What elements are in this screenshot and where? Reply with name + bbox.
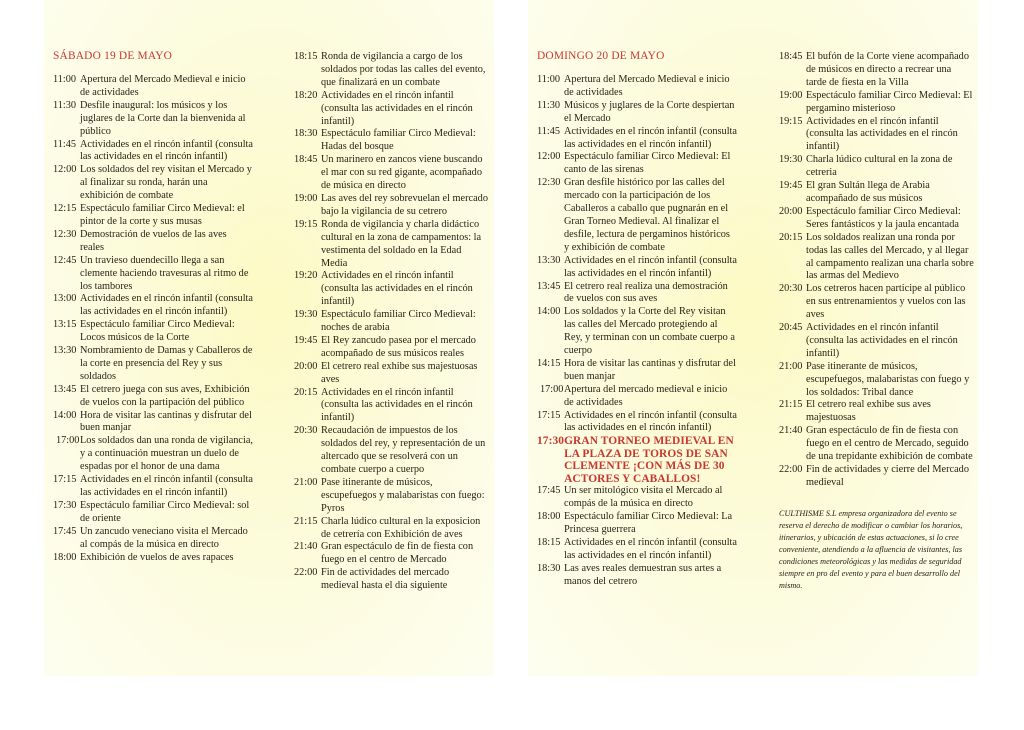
event-row (537, 358, 737, 384)
event-time: 19:15 (294, 218, 318, 230)
event-description: Hora de visitar las cantinas y disfrutar del buen manjar (564, 357, 736, 382)
event-time: 19:20 (294, 270, 318, 282)
event-row (779, 322, 974, 361)
event-description: Actividades en el rincón infantil (consulta las actividades en el rincón infantil) (806, 322, 958, 359)
event-description: GRAN TORNEO MEDIEVAL EN LA PLAZA DE TOROS DE SAN CLEMENTE ¡CON MÁS DE 30 ACTORES Y CABALLOS! (564, 435, 734, 485)
saturday-title: SÁBADO 19 DE MAYO (53, 50, 173, 62)
event-row (294, 90, 489, 129)
event-time: 12:15 (53, 203, 77, 215)
event-time: 19:00 (294, 192, 318, 204)
event-row (779, 464, 974, 490)
event-row (53, 526, 253, 552)
event-row (779, 425, 974, 464)
event-description: Ronda de vigilancia y charla didáctico cultural en la zona de campamentos: la vestimenta del soldado en la Edad Media (321, 218, 482, 269)
event-row (537, 126, 737, 152)
event-row (779, 116, 974, 155)
event-row (294, 541, 489, 567)
event-row (294, 51, 489, 90)
event-row (779, 206, 974, 232)
saturday-column-2 (294, 51, 489, 593)
event-time: 14:00 (53, 409, 77, 421)
event-row (53, 255, 253, 294)
event-description: Espectáculo familiar Circo Medieval: El pergamino misterioso (806, 89, 973, 114)
event-time: 19:15 (779, 115, 803, 127)
event-description: Espectáculo familiar Circo Medieval: noches de arabia (321, 309, 476, 334)
event-description: Gran espectáculo de fin de fiesta con fuego en el centro de Mercado (321, 541, 474, 566)
event-time: 13:45 (53, 383, 77, 395)
event-time: 17:15 (53, 474, 77, 486)
event-time: 12:00 (53, 164, 77, 176)
event-row (294, 270, 489, 309)
sunday-column-2 (779, 51, 974, 592)
event-row (779, 180, 974, 206)
event-row (53, 293, 253, 319)
event-row (53, 345, 253, 384)
event-row (294, 219, 489, 271)
event-description: El cetrero real exhibe sus aves majestuosas (806, 399, 931, 424)
event-row (537, 563, 737, 589)
event-time: 21:40 (779, 425, 803, 437)
event-row (537, 281, 737, 307)
saturday-events-list (53, 74, 253, 564)
event-description: Músicos y juglares de la Corte despiertan el Mercado (564, 99, 735, 124)
event-time: 13:45 (537, 280, 561, 292)
event-description: Hora de visitar las cantinas y disfrutar del buen manjar (80, 409, 252, 434)
event-row (537, 485, 737, 511)
event-time: 17:00 (540, 383, 564, 395)
event-row (53, 100, 253, 139)
event-time: 20:00 (779, 205, 803, 217)
event-description: Actividades en el rincón infantil (consulta las actividades en el rincón infantil) (80, 293, 253, 318)
event-time: 22:00 (779, 464, 803, 475)
event-row (53, 384, 253, 410)
event-time: 14:15 (537, 357, 561, 369)
event-time: 11:00 (53, 74, 77, 85)
event-description: Espectáculo familiar Circo Medieval: Hadas del bosque (321, 128, 476, 153)
event-description: El cetrero real exhibe sus majestuosas aves (321, 360, 478, 385)
event-time: 11:00 (537, 74, 561, 85)
event-row (537, 151, 737, 177)
event-row (537, 100, 737, 126)
event-time: 20:00 (294, 360, 318, 372)
event-description: Apertura del mercado medieval e inicio de actividades (564, 383, 728, 408)
event-time: 14:00 (537, 306, 561, 318)
event-time: 20:45 (779, 322, 803, 334)
event-description: Desfile inaugural: los músicos y los juglares de la Corte dan la bienvenida al público (80, 99, 246, 137)
event-row (53, 500, 253, 526)
event-row (294, 387, 489, 426)
event-description: Gran espectáculo de fin de fiesta con fuego en el centro de Mercado, seguido de una trepidante exhibición de combate (806, 425, 973, 463)
event-description: Apertura del Mercado Medieval e inicio de actividades (80, 74, 246, 98)
event-time: 20:15 (294, 386, 318, 398)
event-description: Los soldados y la Corte del Rey visitan las calles del Mercado protegiendo al Rey, y terminan con un combate cuerpo a cuerpo (564, 306, 735, 357)
event-description: Espectáculo familiar Circo Medieval: el pintor de la corte y sus musas (80, 203, 245, 227)
event-time: 11:30 (537, 99, 561, 111)
event-time: 12:30 (537, 177, 561, 189)
event-description: Espectáculo familiar Circo Medieval: sol de oriente (80, 499, 250, 524)
event-row (294, 361, 489, 387)
event-time: 19:45 (294, 334, 318, 346)
event-time: 19:30 (294, 309, 318, 321)
event-time: 18:30 (537, 562, 561, 574)
event-description: El cetrero real realiza una demostración de vuelos con sus aves (564, 280, 728, 305)
event-description: Actividades en el rincón infantil (consulta las actividades en el rincón infantil) (564, 537, 737, 561)
event-row (294, 154, 489, 193)
event-description: Un zancudo veneciano visita el Mercado al compás de la música en directo (80, 525, 248, 550)
event-row (294, 477, 489, 516)
event-description: Pase itinerante de músicos, escupefuegos, malabaristas con fuego y los soldados: Tribal dance (806, 360, 970, 398)
sunday-title: DOMINGO 20 DE MAYO (537, 50, 665, 62)
event-description: El Rey zancudo pasea por el mercado acompañado de sus músicos reales (321, 334, 476, 359)
event-row (779, 154, 974, 180)
event-row (779, 232, 974, 284)
event-time: 19:45 (779, 180, 803, 192)
event-time: 11:30 (53, 99, 77, 111)
event-row (53, 203, 253, 229)
event-time: 18:30 (294, 128, 318, 140)
event-time: 19:30 (779, 154, 803, 166)
event-description: Los cetreros hacen participe al público en sus entrenamientos y vuelos con las aves (806, 283, 966, 321)
event-time: 20:30 (294, 425, 318, 437)
event-row (294, 309, 489, 335)
event-description: Gran desfile histórico por las calles del mercado con la participación de los Caballeros a caballo que pugnarán en el Gran Torneo Medieval. Al finalizar el desfile, lectura de pergaminos históricos y exhibición de combate (564, 177, 730, 253)
event-time: 18:45 (779, 51, 803, 62)
event-time: 18:00 (53, 551, 77, 563)
event-time: 17:45 (537, 485, 561, 497)
event-time: 18:45 (294, 154, 318, 166)
event-row (537, 537, 737, 563)
event-time: 21:40 (294, 541, 318, 553)
event-description: Actividades en el rincón infantil (consulta las actividades en el rincón infantil) (564, 125, 737, 150)
event-time: 17:00 (56, 435, 80, 447)
event-time: 17:30 (537, 435, 565, 448)
event-description: Las aves del rey sobrevuelan el mercado bajo la vigilancia de su cetrero (321, 192, 488, 217)
event-time: 13:15 (53, 319, 77, 331)
event-time: 20:15 (779, 231, 803, 243)
event-time: 21:15 (779, 399, 803, 411)
event-row (53, 229, 253, 255)
event-time: 12:45 (53, 254, 77, 266)
event-row (779, 399, 974, 425)
event-time: 18:15 (294, 51, 318, 62)
event-description: El bufón de la Corte viene acompañado de músicos en directo a recrear una tarde de fiesta en la Villa (806, 51, 969, 88)
event-row (779, 283, 974, 322)
event-description: Actividades en el rincón infantil (consulta las actividades en el rincón infantil) (564, 254, 737, 279)
sunday-page (528, 0, 978, 676)
event-row (53, 319, 253, 345)
event-time: 21:00 (779, 360, 803, 372)
event-description: Espectáculo familiar Circo Medieval: El canto de las sirenas (564, 151, 731, 176)
event-description: Un ser mitológico visita el Mercado al compás de la música en directo (564, 485, 723, 510)
event-description: Actividades en el rincón infantil (consulta las actividades en el rincón infantil) (564, 409, 737, 434)
event-row (294, 193, 489, 219)
saturday-events-list-2 (294, 51, 489, 593)
event-time: 18:15 (537, 537, 561, 548)
event-row (53, 410, 253, 436)
event-row (294, 128, 489, 154)
event-time: 13:00 (53, 293, 77, 305)
event-row (537, 74, 737, 100)
event-row (294, 425, 489, 477)
event-description: Los soldados dan una ronda de vigilancia, y a continuación muestran un duelo de espadas por el honor de una dama (80, 435, 254, 473)
event-row (537, 384, 737, 410)
event-description: Espectáculo familiar Circo Medieval: Seres fantásticos y la jaula encantada (806, 205, 961, 230)
event-description: Actividades en el rincón infantil (consulta las actividades en el rincón infantil) (80, 474, 253, 498)
event-description: Apertura del Mercado Medieval e inicio de actividades (564, 74, 730, 98)
event-row (53, 474, 253, 500)
saturday-page (44, 0, 494, 676)
event-time: 13:30 (53, 345, 77, 357)
event-description: Exhibición de vuelos de aves rapaces (80, 551, 234, 563)
event-time: 18:20 (294, 89, 318, 101)
event-time: 19:00 (779, 89, 803, 101)
sunday-events-list (537, 74, 737, 589)
event-description: Espectáculo familiar Circo Medieval: Locos músicos de la Corte (80, 319, 235, 344)
event-description: Charla lúdico cultural en la zona de cetreria (806, 154, 953, 179)
event-row (537, 410, 737, 436)
event-row-highlight (537, 435, 737, 485)
event-row (779, 90, 974, 116)
event-time: 17:45 (53, 525, 77, 537)
event-description: Fin de actividades del mercado medieval hasta el dia siguiente (321, 567, 450, 592)
event-time: 13:30 (537, 254, 561, 266)
event-description: Charla lúdico cultural en la exposicion de cetrería con Exhibición de aves (321, 515, 481, 540)
event-row (779, 51, 974, 90)
event-row (537, 255, 737, 281)
event-description: Recaudación de impuestos de los soldados del rey, y representación de un altercado que se resolverá con un combate cuerpo a cuerpo (321, 425, 486, 475)
event-row (294, 335, 489, 361)
event-description: El gran Sultán llega de Arabia acompañado de sus músicos (806, 180, 930, 204)
sunday-events-list-2 (779, 51, 974, 490)
event-description: Un marinero en zancos viene buscando el mar con su red gigante, acompañado de música en directo (321, 154, 483, 192)
event-time: 11:45 (537, 125, 561, 137)
saturday-column-1 (53, 48, 253, 564)
event-description: Actividades en el rincón infantil (consulta las actividades en el rincón infantil) (80, 138, 253, 163)
event-time: 18:00 (537, 511, 561, 523)
event-row (294, 567, 489, 593)
event-description: Espectáculo familiar Circo Medieval: La Princesa guerrera (564, 511, 733, 536)
event-time: 17:30 (53, 499, 77, 511)
event-description: Nombramiento de Damas y Caballeros de la corte en presencia del Rey y sus soldados (80, 345, 253, 382)
event-row (53, 139, 253, 165)
event-description: Actividades en el rincón infantil (consulta las actividades en el rincón infantil) (321, 89, 473, 127)
event-description: Actividades en el rincón infantil (consulta las actividades en el rincón infantil) (321, 270, 473, 308)
event-description: Pase itinerante de músicos, escupefuegos y malabaristas con fuego: Pyros (321, 476, 485, 514)
event-time: 17:15 (537, 409, 561, 421)
event-description: Fin de actividades y cierre del Mercado medieval (806, 464, 969, 488)
event-row (53, 74, 253, 100)
event-description: Un travieso duendecillo llega a san clemente haciendo travesuras al ritmo de los tambores (80, 254, 249, 292)
sunday-column-1 (537, 48, 737, 589)
event-description: Actividades en el rincón infantil (consulta las actividades en el rincón infantil) (321, 386, 473, 424)
event-description: El cetrero juega con sus aves, Exhibición de vuelos con la partipación del público (80, 383, 250, 408)
event-description: Actividades en el rincón infantil (consulta las actividades en el rincón infantil) (806, 115, 958, 153)
event-time: 12:30 (53, 228, 77, 240)
disclaimer-note: CULTHISME S.L empresa organizadora del evento se reserva el derecho de modificar o cambiar los horarios, itinerarios, y ubicación de estas actuaciones, si lo cree conveniente, atendiendo a la afluencia de visitantes, las condiciones meteorológicas y las medidas de seguridad siempre en pro del evento y para el buen desarrollo del mismo. (779, 508, 963, 591)
event-description: Las aves reales demuestran sus artes a manos del cetrero (564, 562, 722, 587)
event-time: 21:15 (294, 515, 318, 527)
event-row (53, 552, 253, 565)
event-row (537, 511, 737, 537)
event-time: 20:30 (779, 283, 803, 295)
event-row (53, 435, 253, 474)
event-description: Los soldados realizan una ronda por todas las calles del Mercado, y al llegar al campamento realizan una charla sobre las armas del Medievo (806, 231, 974, 282)
event-row (537, 177, 737, 254)
event-row (53, 164, 253, 203)
event-time: 21:00 (294, 476, 318, 488)
event-row (779, 361, 974, 400)
event-description: Los soldados del rey visitan el Mercado y al finalizar su ronda, harán una exhibición de combate (80, 164, 252, 202)
event-time: 11:45 (53, 138, 77, 150)
event-time: 12:00 (537, 151, 561, 163)
event-row (294, 516, 489, 542)
event-description: Ronda de vigilancia a cargo de los soldados por todas las calles del evento, que finalizará en un combate (321, 51, 486, 88)
event-time: 22:00 (294, 567, 318, 579)
event-description: Demostración de vuelos de las aves reales (80, 228, 227, 253)
event-row (537, 306, 737, 358)
